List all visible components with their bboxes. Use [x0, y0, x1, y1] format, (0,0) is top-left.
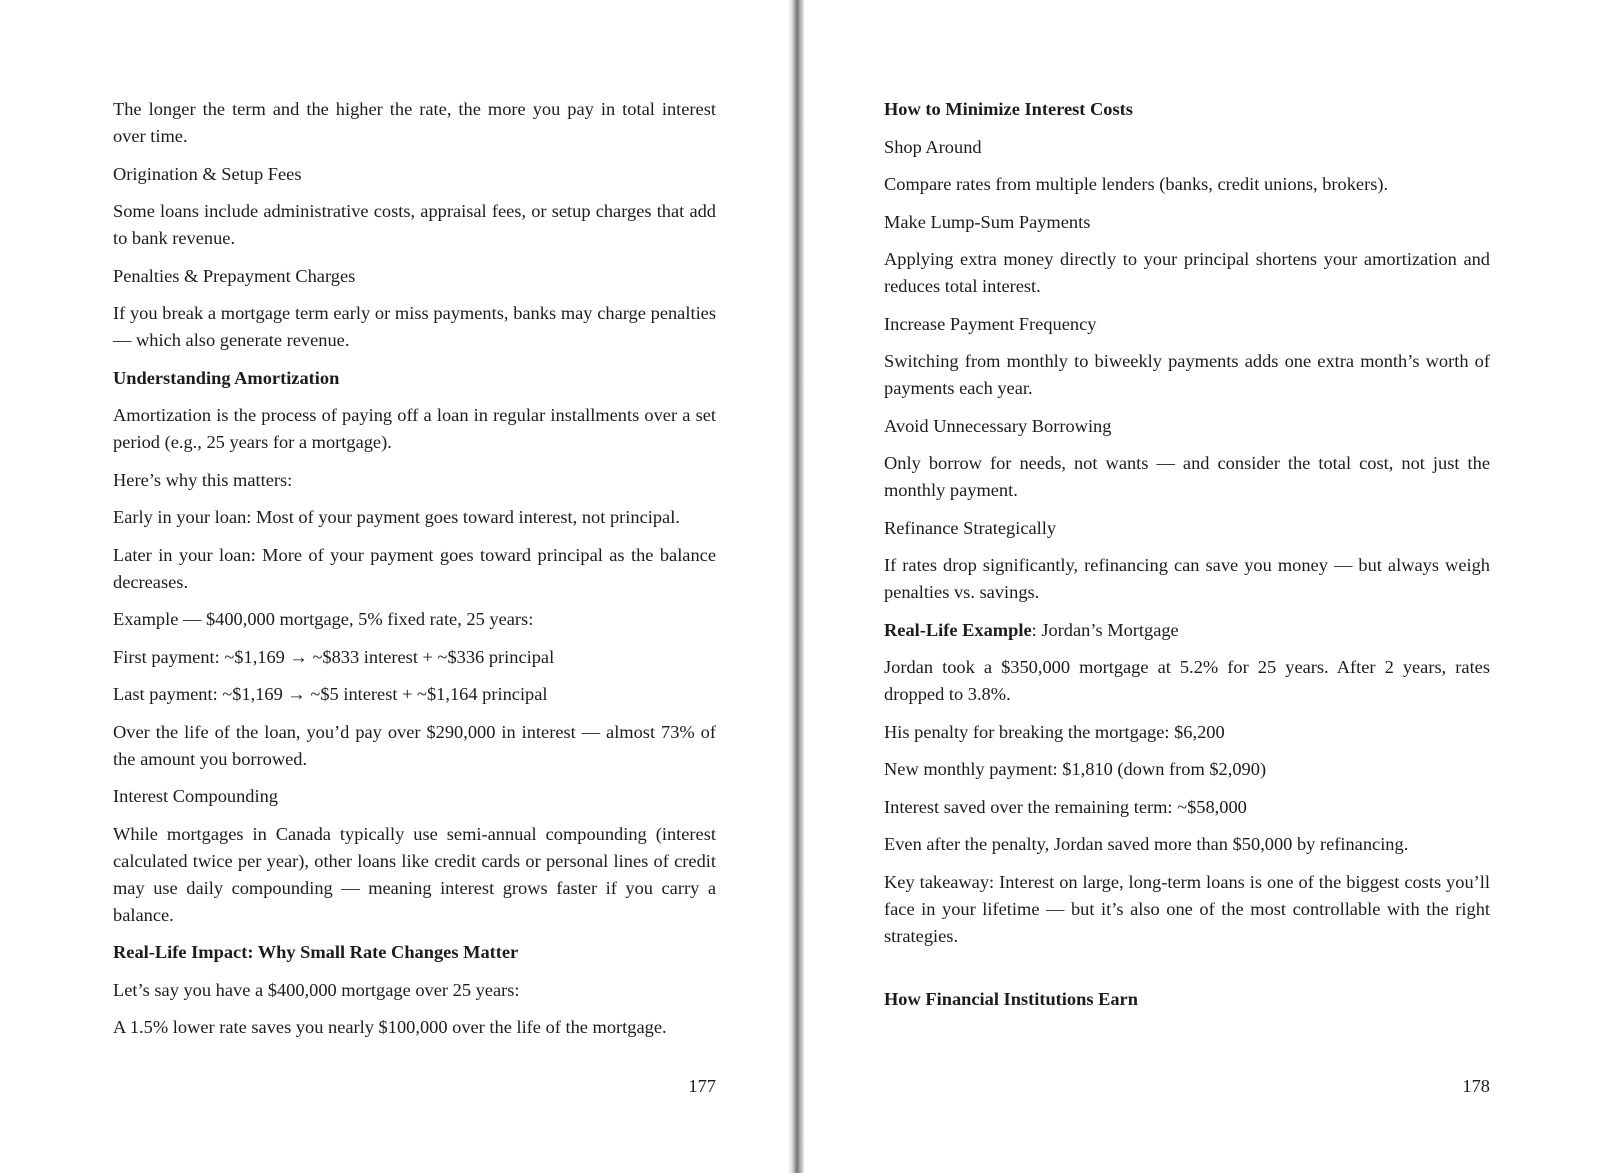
- section-heading: Understanding Amortization: [113, 367, 340, 388]
- paragraph: Amortization is the process of paying off a loan in regular installments over a set period (e.g., 25 years for a mortgage).: [113, 405, 716, 452]
- page-number: 178: [1462, 1076, 1490, 1096]
- subheading: Origination & Setup Fees: [113, 163, 302, 184]
- paragraph: Compare rates from multiple lenders (banks, credit unions, brokers).: [884, 174, 1389, 194]
- subheading: Shop Around: [884, 136, 982, 157]
- subheading: Make Lump-Sum Payments: [884, 211, 1091, 232]
- paragraph: New monthly payment: $1,810 (down from $2,090): [884, 759, 1267, 779]
- subheading: Refinance Strategically: [884, 517, 1057, 538]
- paragraph: Let’s say you have a $400,000 mortgage over 25 years:: [113, 979, 520, 1000]
- paragraph: While mortgages in Canada typically use semi-annual compounding (interest calculated twice per year), other loans like credit cards or personal lines of credit may use daily compounding — meaning interest grows faster if you carry a balance.: [113, 823, 716, 925]
- subheading: Avoid Unnecessary Borrowing: [884, 415, 1112, 436]
- paragraph: The longer the term and the higher the rate, the more you pay in total interest over time.: [113, 99, 716, 146]
- paragraph: If you break a mortgage term early or miss payments, banks may charge penalties — which also generate revenue.: [113, 303, 716, 350]
- paragraph: Here’s why this matters:: [113, 469, 293, 490]
- paragraph: Even after the penalty, Jordan saved more than $50,000 by refinancing.: [884, 834, 1409, 854]
- example-heading-rest: : Jordan’s Mortgage: [1031, 619, 1179, 640]
- paragraph: Over the life of the loan, you’d pay over $290,000 in interest — almost 73% of the amount you borrowed.: [113, 721, 716, 769]
- section-heading: How Financial Institutions Earn: [884, 988, 1138, 1009]
- paragraph: Some loans include administrative costs, appraisal fees, or setup charges that add to bank revenue.: [113, 201, 716, 248]
- paragraph: Last payment: ~$1,169 → ~$5 interest + ~$1,164 principal: [113, 684, 548, 704]
- subheading: Increase Payment Frequency: [884, 313, 1097, 334]
- right-page-text: [884, 96, 1490, 1023]
- subheading: Penalties & Prepayment Charges: [113, 265, 356, 286]
- paragraph: Applying extra money directly to your principal shortens your amortization and reduces total interest.: [884, 249, 1490, 296]
- subheading: Interest Compounding: [113, 786, 278, 806]
- paragraph: A 1.5% lower rate saves you nearly $100,000 over the life of the mortgage.: [113, 1017, 667, 1037]
- section-heading: How to Minimize Interest Costs: [884, 99, 1133, 119]
- paragraph: Key takeaway: Interest on large, long-term loans is one of the biggest costs you’ll face in your lifetime — but it’s also one of the most controllable with the right strategies.: [884, 871, 1490, 946]
- paragraph: Early in your loan: Most of your payment goes toward interest, not principal.: [113, 507, 680, 527]
- paragraph: Later in your loan: More of your payment goes toward principal as the balance decreases.: [113, 544, 716, 592]
- paragraph: First payment: ~$1,169 → ~$833 interest + ~$336 principal: [113, 646, 555, 667]
- section-heading: Real-Life Impact: Why Small Rate Changes Matter: [113, 942, 519, 962]
- paragraph: His penalty for breaking the mortgage: $6,200: [884, 721, 1225, 742]
- page-number: 177: [688, 1076, 716, 1096]
- right-page: [804, 0, 1600, 1173]
- paragraph: Interest saved over the remaining term: ~$58,000: [884, 796, 1247, 817]
- left-page: [0, 0, 796, 1173]
- example-heading-bold: Real-Life Example: [884, 619, 1032, 640]
- paragraph: If rates drop significantly, refinancing can save you money — but always weigh penalties vs. savings.: [884, 555, 1490, 602]
- paragraph: Jordan took a $350,000 mortgage at 5.2% for 25 years. After 2 years, rates dropped to 3.8%.: [884, 657, 1490, 704]
- paragraph: Switching from monthly to biweekly payments adds one extra month’s worth of payments each year.: [884, 351, 1490, 398]
- example-heading: [884, 617, 1490, 644]
- left-page-text: [113, 96, 716, 1052]
- paragraph: Only borrow for needs, not wants — and consider the total cost, not just the monthly payment.: [884, 453, 1490, 500]
- paragraph: Example — $400,000 mortgage, 5% fixed rate, 25 years:: [113, 609, 534, 629]
